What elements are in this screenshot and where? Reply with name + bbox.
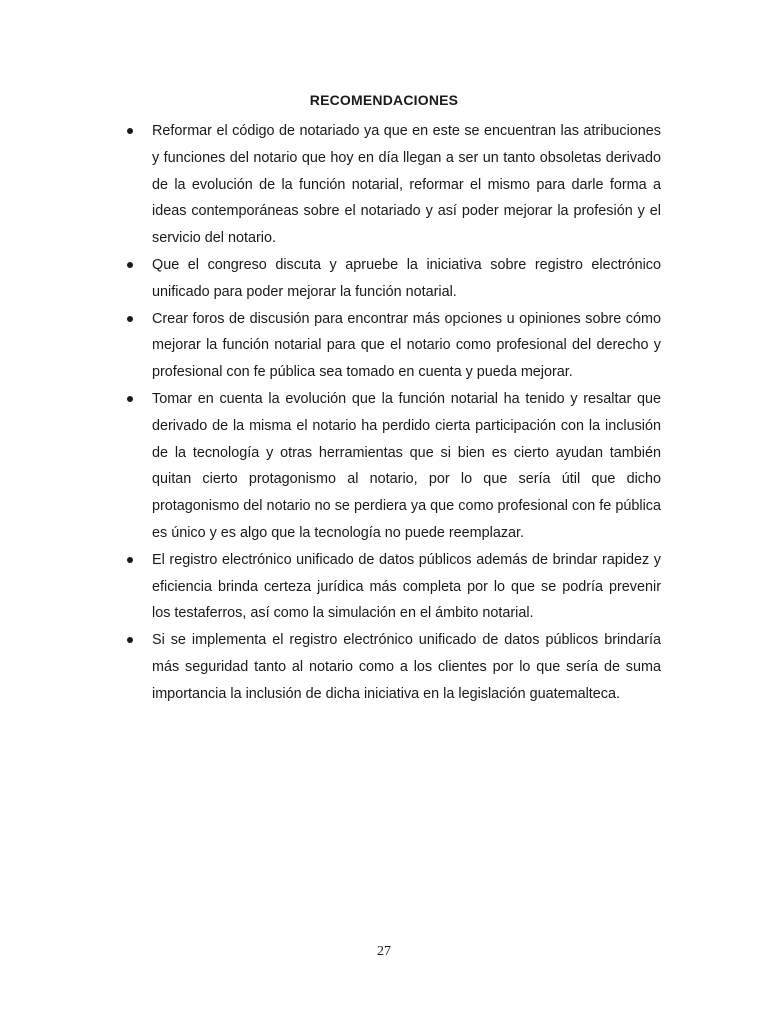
list-item-text: Reformar el código de notariado ya que en este se encuentran las atribuciones y funciones del notario que hoy en día llegan a ser un tanto obsoletas derivado de la evolución de la función notarial, reformar el mismo para darle forma a ideas contemporáneas sobre el notariado y así poder mejorar la profesión y el servicio del notario. <box>152 123 661 247</box>
list-item-text: Si se implementa el registro electrónico unificado de datos públicos brindaría más seguridad tanto al notario como a los clientes por lo que sería de suma importancia la inclusión de dicha iniciativa en la legislación guatemalteca. <box>152 632 661 702</box>
bullet-icon <box>127 396 133 402</box>
list-item <box>124 547 661 627</box>
list-item <box>124 252 661 306</box>
list-item <box>124 118 661 252</box>
list-item <box>124 386 661 547</box>
list-item-text: Que el congreso discuta y apruebe la iniciativa sobre registro electrónico unificado para poder mejorar la función notarial. <box>152 256 661 300</box>
recommendations-list <box>124 118 661 708</box>
list-item-text: Crear foros de discusión para encontrar más opciones u opiniones sobre cómo mejorar la función notarial para que el notario como profesional del derecho y profesional con fe pública sea tomado en cuenta y pueda mejorar. <box>152 310 661 381</box>
list-item-text: El registro electrónico unificado de datos públicos además de brindar rapidez y eficiencia brinda certeza jurídica más completa por lo que se podría prevenir los testaferros, así como la simulación en el ámbito notarial. <box>152 551 661 622</box>
bullet-icon <box>127 637 133 643</box>
bullet-icon <box>127 128 133 134</box>
page-number: 27 <box>377 944 391 959</box>
bullet-icon <box>127 262 133 268</box>
list-item <box>124 627 661 707</box>
bullet-icon <box>127 316 133 322</box>
page-title: RECOMENDACIONES <box>309 92 459 108</box>
list-item <box>124 306 661 386</box>
bullet-icon <box>127 557 133 563</box>
list-item-text: Tomar en cuenta la evolución que la función notarial ha tenido y resaltar que derivado de la misma el notario ha perdido cierta participación con la inclusión de la tecnología y otras herramientas que si bien es cierto ayudan también quitan cierto protagonismo al notario, por lo que sería útil que dicho protagonismo del notario no se perdiera ya que como profesional con fe pública es único y es algo que la tecnología no puede reemplazar. <box>152 390 661 541</box>
